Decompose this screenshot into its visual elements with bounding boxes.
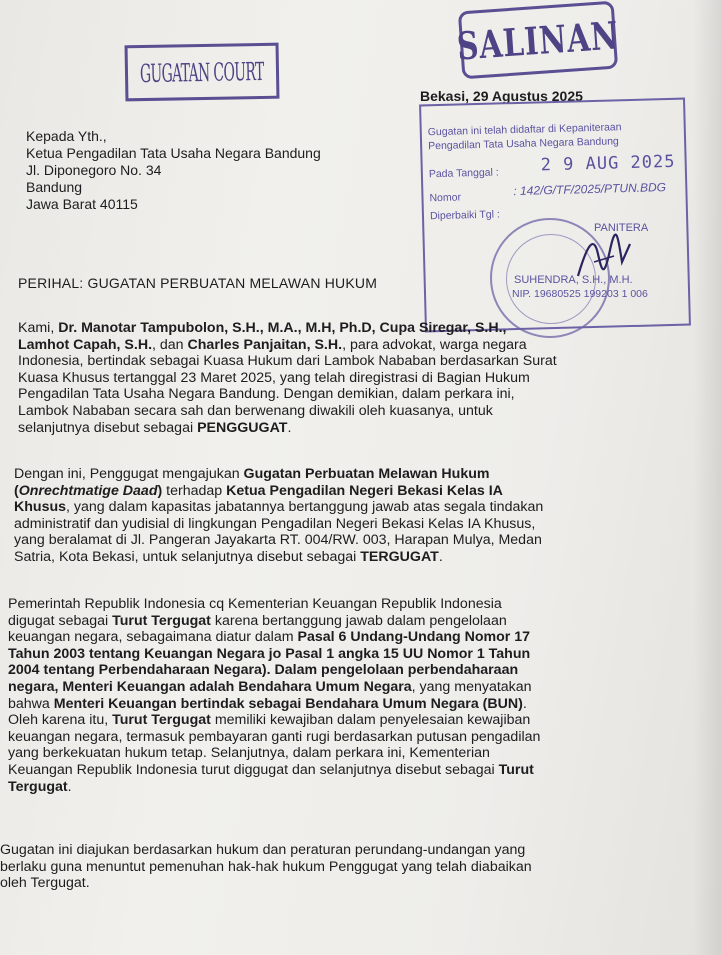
paragraph3-line: keuangan negara, sebagaimana diatur dalam Pasal 6 Undang-Undang Nomor 17 (8, 629, 531, 646)
paragraph1-line: Lambok Nababan secara sah dan berwenang diwakili oleh kuasanya, untuk (18, 402, 493, 419)
registration-diperbaiki-label: Diperbaiki Tgl : (429, 208, 500, 223)
registration-line2: Pengadilan Tata Usaha Negara Bandung (428, 135, 619, 153)
paragraph1-line: Pengadilan Tata Usaha Negara Bandung. Dengan demikian, dalam perkara ini, (18, 386, 515, 403)
paragraph3-line: Keuangan Republik Indonesia turut diggugat dan selanjutnya disebut sebagai Turut (8, 761, 534, 778)
court-stamp (125, 43, 280, 102)
paragraph-kuasa-hukum (18, 320, 608, 436)
registration-line1: Gugatan ini telah didaftar di Kepaniteraan (427, 121, 622, 139)
salinan-stamp-text: SALINAN (455, 11, 621, 69)
paragraph4-line: Gugatan ini diajukan berdasarkan hukum dan peraturan perundang-undangan yang (0, 842, 526, 858)
recipient-line-0: Kepada Yth., (26, 128, 107, 144)
signature-nip: NIP. 19680525 199203 1 006 (512, 288, 648, 300)
registration-nomor-value: : 142/G/TF/2025/PTUN.BDG (513, 180, 667, 199)
paragraph2-line: Khusus, yang dalam kapasitas jabatannya bertanggung jawab atas segala tindakan (14, 499, 544, 516)
paragraph4-line: berlaku guna menuntut pemenuhan hak-hak hukum Penggugat yang telah diabaikan (0, 858, 532, 875)
paragraph3-line: 2004 tentang Perbendaharaan Negara). Dalam pengelolaan perbendaharaan (8, 662, 519, 679)
paragraph2-line: administratif dan yudisial di lingkungan Pengadilan Negeri Bekasi Kelas IA Khusus, (14, 515, 536, 532)
paragraph-tergugat (14, 466, 610, 566)
paragraph-dasar-gugatan (0, 842, 612, 892)
page-shadow-edge (693, 0, 721, 955)
paragraph3-line: yang berkekuatan hukum tetap. Selanjutnya, dalam perkara ini, Kementerian (8, 745, 490, 762)
signature-name: SUHENDRA, S.H., M.H. (514, 274, 633, 286)
registration-date-label: Pada Tanggal : (428, 166, 499, 181)
paragraph2-line: Satria, Kota Bekasi, untuk selanjutnya disebut sebagai TERGUGAT. (14, 548, 443, 565)
recipient-line-3: Bandung (26, 179, 83, 195)
paragraph1-line: Lamhot Capah, S.H., dan Charles Panjaitan, S.H., para advokat, warga negara (18, 336, 527, 353)
paragraph2-line: yang beralamat di Jl. Pangeran Jayakarta RT. 004/RW. 003, Harapan Mulya, Medan (14, 532, 542, 549)
paragraph4-line: oleh Tergugat. (0, 875, 90, 892)
court-stamp-text: GUGATAN COURT (139, 56, 265, 88)
recipient-line-2: Jl. Diponegoro No. 34 (26, 162, 162, 178)
registration-nomor-label: Nomor (429, 191, 462, 205)
registration-date-value: 2 9 AUG 2025 (540, 151, 676, 176)
paragraph1-line: Kuasa Khusus tertanggal 23 Maret 2025, yang telah diregistrasi di Bagian Hukum (18, 369, 530, 386)
signature-title: PANITERA (594, 222, 649, 234)
letter-subject: PERIHAL: GUGATAN PERBUATAN MELAWAN HUKUM (18, 275, 378, 291)
paragraph3-line: Oleh karena itu, Turut Tergugat memiliki kewajiban dalam penyelesaian kewajiban (8, 712, 531, 729)
paragraph1-line: selanjutnya disebut sebagai PENGGUGAT. (18, 419, 292, 436)
paragraph1-line: Kami, Dr. Manotar Tampubolon, S.H., M.A., M.H, Ph.D, Cupa Siregar, S.H., (18, 320, 507, 336)
recipient-address (26, 128, 321, 213)
place-date: Bekasi, 29 Agustus 2025 (420, 88, 583, 104)
paragraph-turut-tergugat (8, 596, 612, 795)
recipient-line-1: Ketua Pengadilan Tata Usaha Negara Bandung (26, 145, 321, 161)
paragraph3-line: Pemerintah Republik Indonesia cq Kementerian Keuangan Republik Indonesia (8, 596, 502, 612)
paragraph2-line: (Onrechtmatige Daad) terhadap Ketua Pengadilan Negeri Bekasi Kelas IA (14, 482, 503, 499)
paragraph2-line: Dengan ini, Penggugat mengajukan Gugatan Perbuatan Melawan Hukum (14, 466, 490, 482)
recipient-line-4: Jawa Barat 40115 (26, 196, 138, 212)
paragraph3-line: Tergugat. (8, 778, 72, 795)
salinan-stamp (455, 1, 621, 80)
paragraph3-line: negara, Menteri Keuangan adalah Bendahara Umum Negara, yang menyatakan (8, 678, 532, 695)
paragraph3-line: keuangan negara, termasuk pembayaran ganti rugi berdasarkan putusan pengadilan (8, 728, 541, 745)
paragraph3-line: Tahun 2003 tentang Keuangan Negara jo Pasal 1 angka 15 UU Nomor 1 Tahun (8, 645, 531, 662)
paragraph1-line: Indonesia, bertindak sebagai Kuasa Hukum dari Lambok Nababan berdasarkan Surat (18, 353, 557, 370)
paragraph3-line: bahwa Menteri Keuangan bertindak sebagai Bendahara Umum Negara (BUN). (8, 695, 527, 712)
paragraph3-line: digugat sebagai Turut Tergugat karena bertanggung jawab dalam pengelolaan (8, 612, 507, 629)
